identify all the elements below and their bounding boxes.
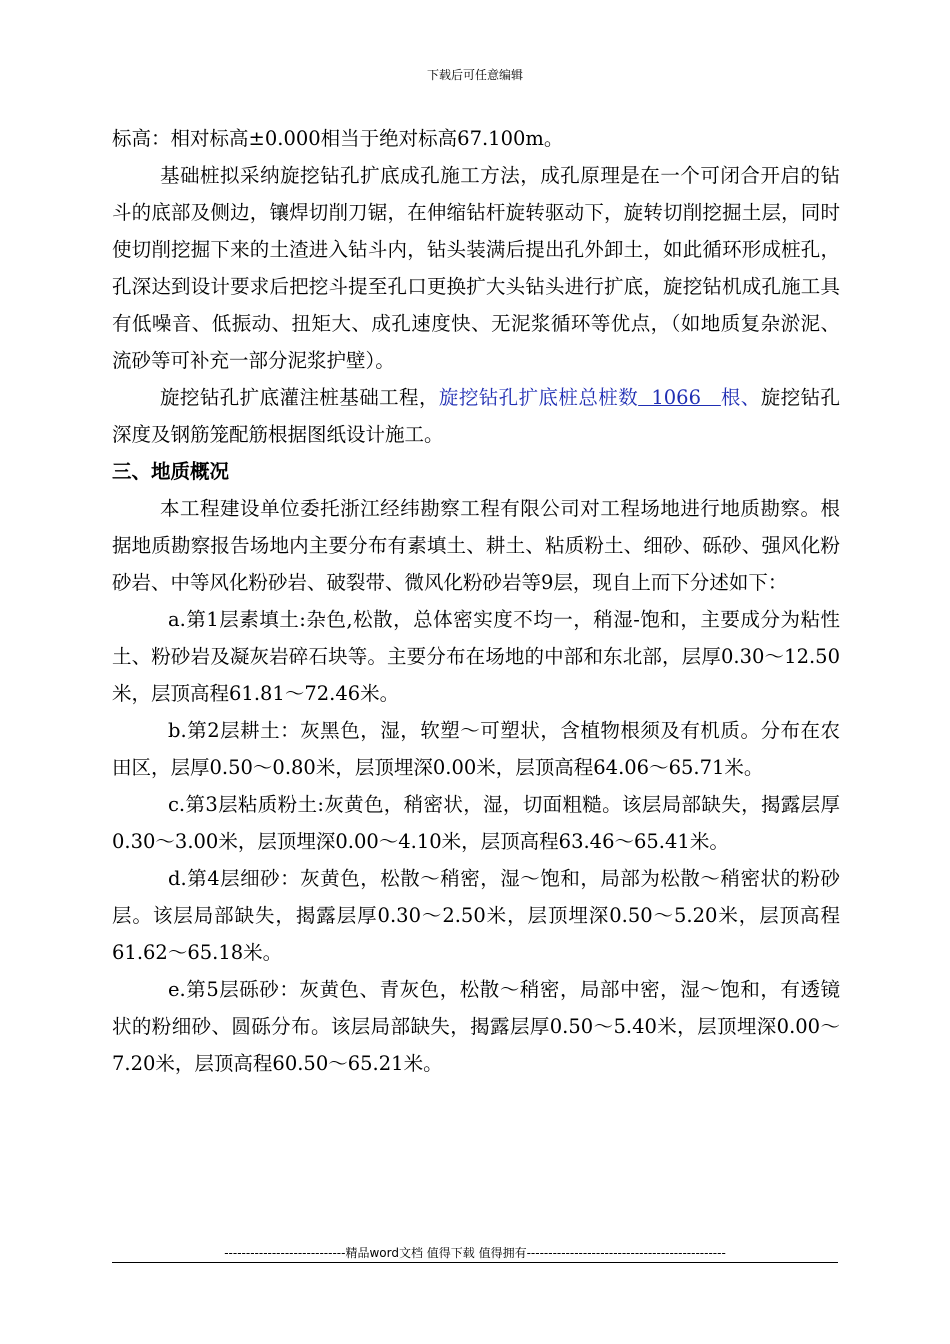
pile-intro-text: 旋挖钻孔扩底灌注桩基础工程， xyxy=(160,386,439,409)
layer-a-paragraph: a.第1层素填土:杂色,松散，总体密实度不均一，稍湿-饱和，主要成分为粘性土、粉砂岩及凝灰岩碎石块等。主要分布在场地的中部和东北部，层厚0.30～12.50米，层顶高程61.81～72.46米。 xyxy=(112,608,840,705)
layer-e-paragraph: e.第5层砾砂：灰黄色、青灰色，松散～稍密，局部中密，湿～饱和，有透镜状的粉细砂、圆砾分布。该层局部缺失，揭露层厚0.50～5.40米，层顶埋深0.00～7.20米，层顶高程60.50～65.21米。 xyxy=(112,978,840,1075)
page-header: 下载后可任意编辑 xyxy=(426,68,523,82)
construction-method-paragraph: 基础桩拟采纳旋挖钻孔扩底成孔施工方法，成孔原理是在一个可闭合开启的钻斗的底部及侧边，镶焊切削刀锯，在伸缩钻杆旋转驱动下，旋转切削挖掘土层，同时使切削挖掘下来的土渣进入钻斗内，钻头装满后提出孔外卸土，如此循环形成桩孔，孔深达到设计要求后把挖斗提至孔口更换扩大头钻头进行扩底，旋挖钻机成孔施工具有低噪音、低振动、扭矩大、成孔速度快、无泥浆循环等优点，（如地质复杂淤泥、流砂等可补充一部分泥浆护壁）。 xyxy=(112,164,840,372)
footer-rule xyxy=(112,1262,838,1263)
elevation-paragraph: 标高：相对标高±0.000相当于绝对标高67.100m。 xyxy=(112,127,564,150)
pile-count-paragraph xyxy=(112,379,840,453)
document-body xyxy=(112,120,840,1082)
pile-rest-text: 旋挖钻孔深度及钢筋笼配筋根据图纸设计施工。 xyxy=(112,386,840,446)
pile-count-label: 旋挖钻孔扩底桩总桩数 xyxy=(438,386,639,409)
layer-d-paragraph: d.第4层细砂：灰黄色，松散～稍密，湿～饱和，局部为松散～稍密状的粉砂层。该层局部缺失，揭露层厚0.30～2.50米，层顶埋深0.50～5.20米，层顶高程61.62～65.18米。 xyxy=(112,867,840,964)
page-footer: ----------------------------精品word文档 值得下载 值得拥有---------------------------------------------- xyxy=(224,1246,726,1260)
pile-count-unit: 根、 xyxy=(720,386,761,409)
geology-intro-paragraph: 本工程建设单位委托浙江经纬勘察工程有限公司对工程场地进行地质勘察。根据地质勘察报告场地内主要分布有素填土、耕土、粘质粉土、细砂、砾砂、强风化粉砂岩、中等风化粉砂岩、破裂带、微风化粉砂岩等9层，现自上而下分述如下： xyxy=(112,497,840,594)
section-title: 三、地质概况 xyxy=(112,460,230,483)
pile-count-value: 1066 xyxy=(638,386,721,409)
layer-c-paragraph: c.第3层粘质粉土:灰黄色，稍密状，湿，切面粗糙。该层局部缺失，揭露层厚0.30～3.00米，层顶埋深0.00～4.10米，层顶高程63.46～65.41米。 xyxy=(112,793,840,853)
layer-b-paragraph: b.第2层耕土：灰黑色，湿，软塑～可塑状，含植物根须及有机质。分布在农田区，层厚0.50～0.80米，层顶埋深0.00米，层顶高程64.06～65.71米。 xyxy=(112,719,840,779)
